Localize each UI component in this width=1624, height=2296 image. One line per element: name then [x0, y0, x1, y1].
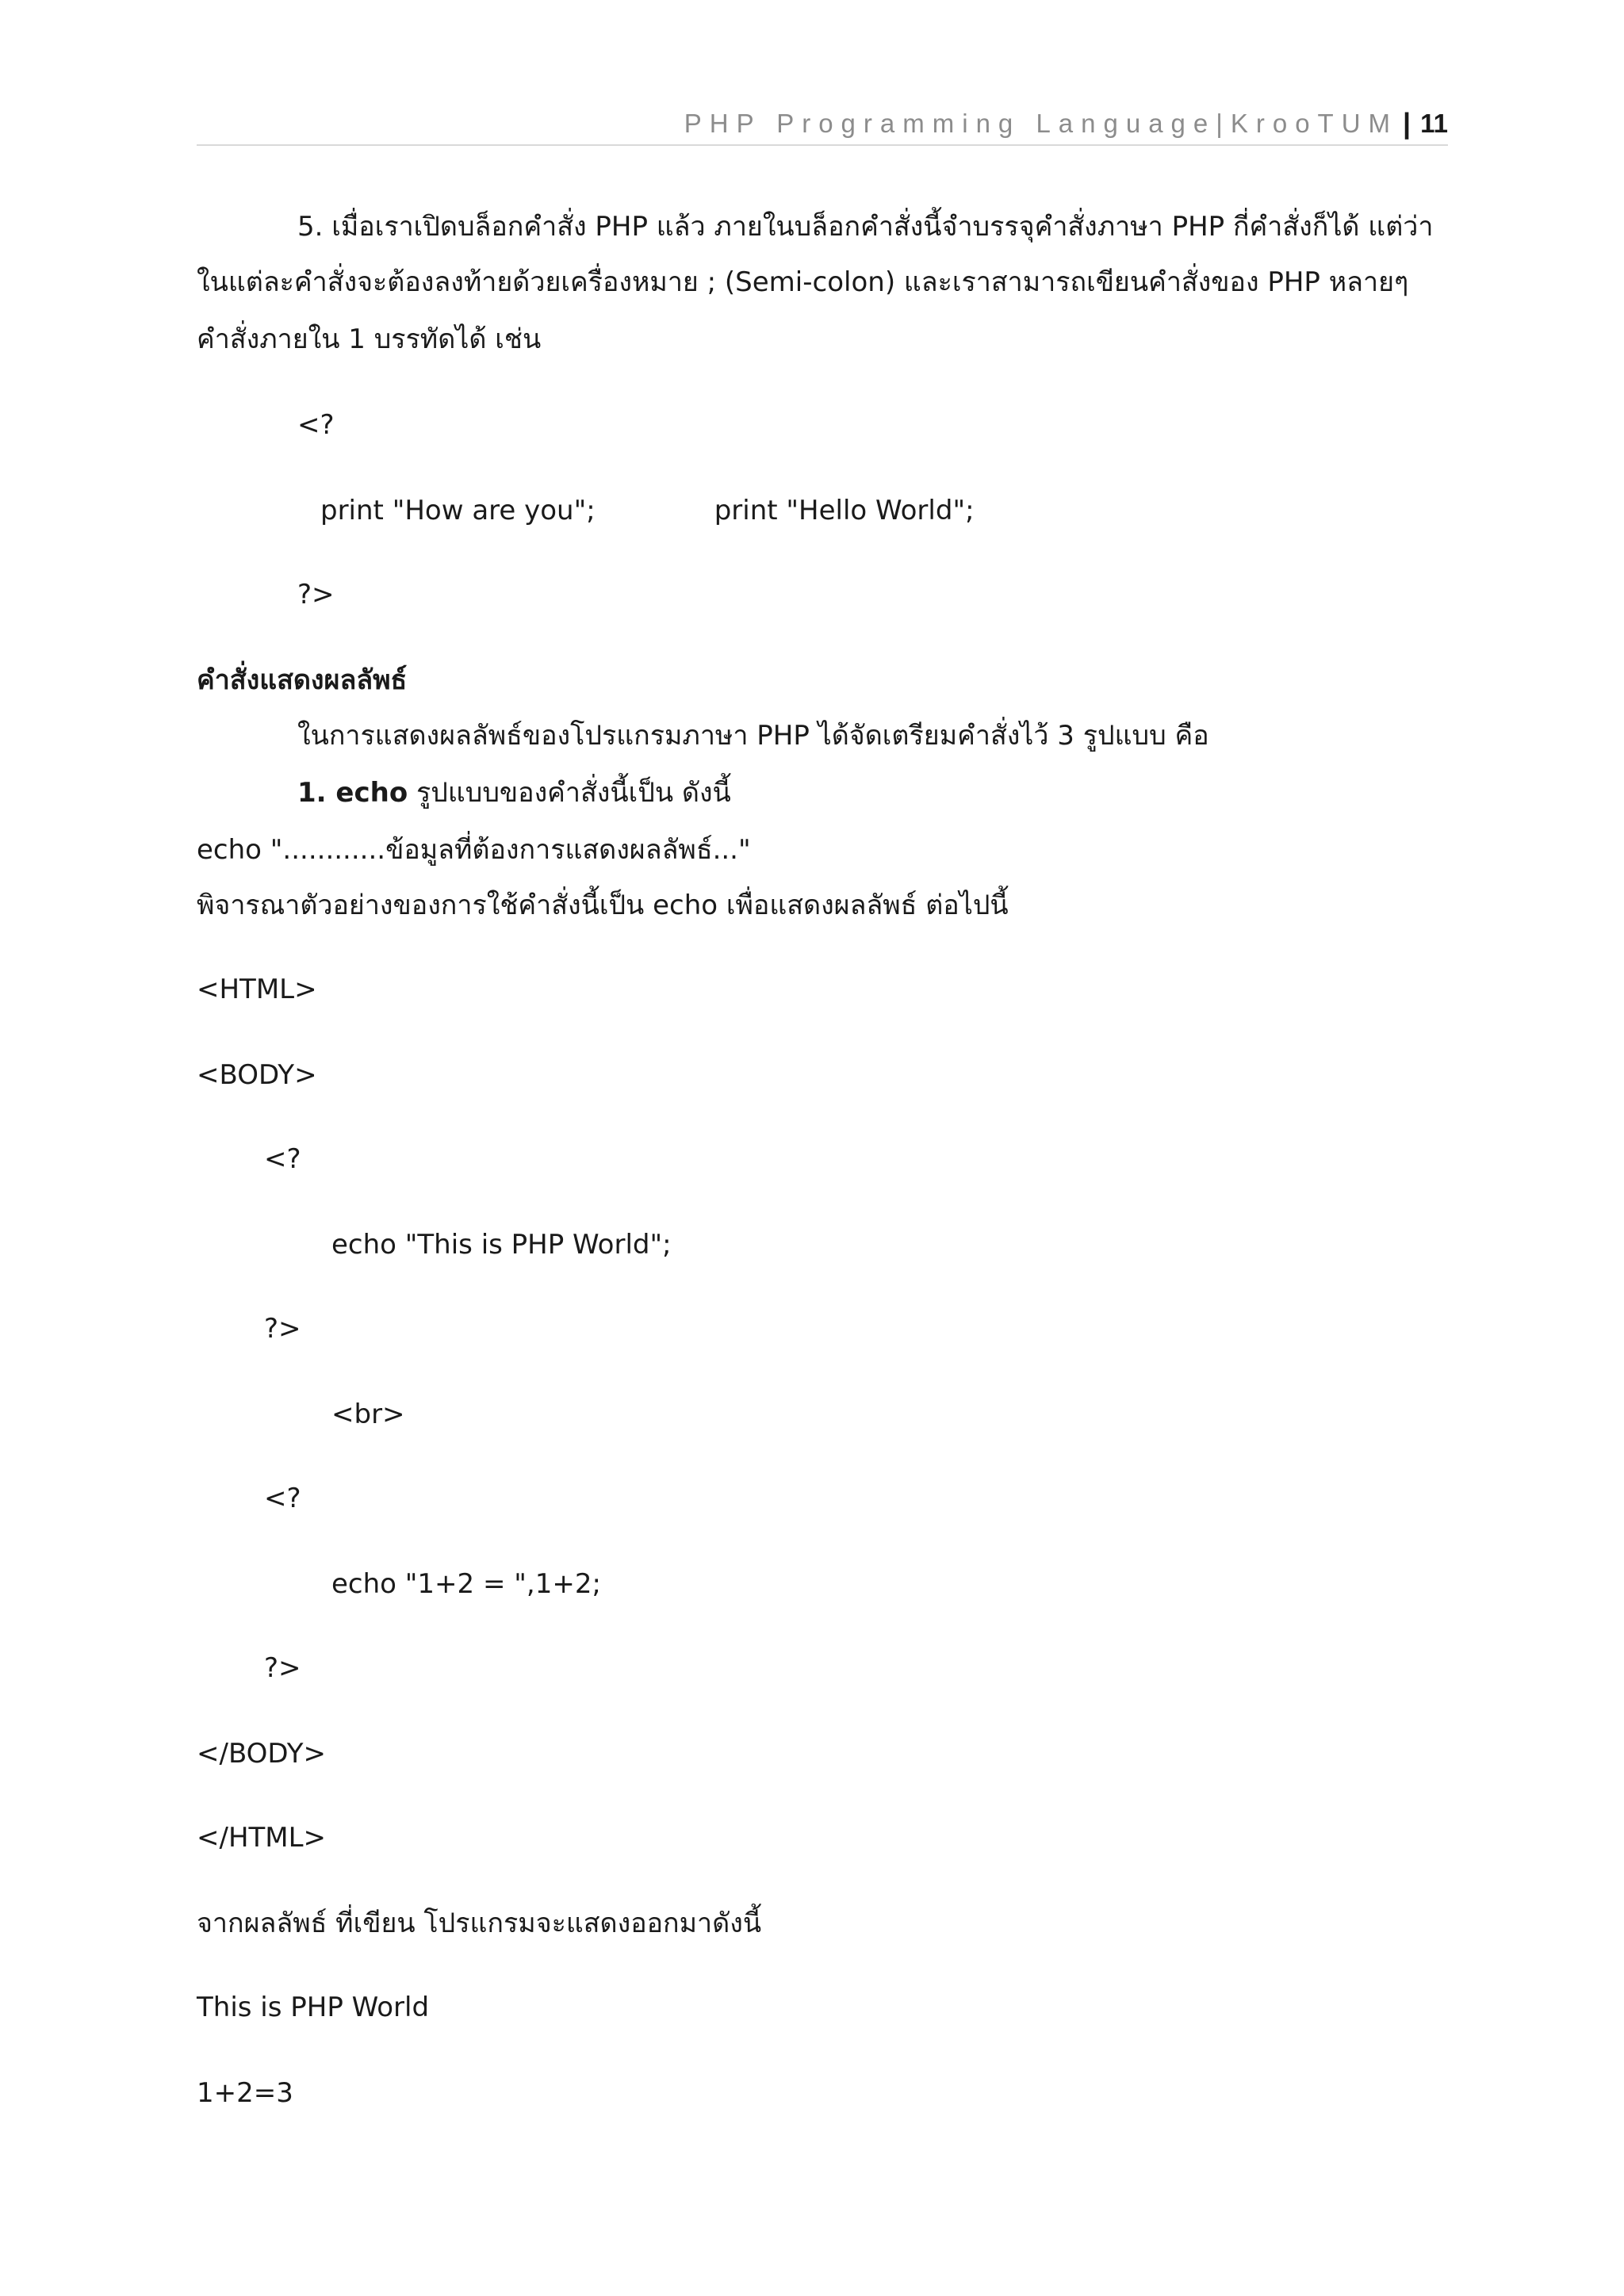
example1-php-close: ?>: [297, 579, 335, 610]
page-number: 11: [1420, 109, 1448, 138]
section-heading: คำสั่งแสดงผลลัพธ์: [197, 664, 408, 696]
header-separator: |: [1403, 107, 1411, 140]
item-1-echo: [297, 774, 1465, 812]
code-body-open: <BODY>: [197, 1059, 317, 1091]
code-php-open-1: <?: [264, 1143, 301, 1175]
code-echo-2: echo "1+2 = ",1+2;: [331, 1568, 601, 1600]
output-line-1: This is PHP World: [197, 1992, 430, 2023]
consider-text: พิจารณาตัวอย่างของการใช้คำสั่งนี้เป็น echo เพื่อแสดงผลลัพธ์ ต่อไปนี้: [197, 890, 1009, 921]
header-title-pipe: |: [1216, 109, 1231, 138]
example1-statements: [320, 492, 1465, 530]
code-php-close-1: ?>: [264, 1313, 301, 1345]
item-1-description: รูปแบบของคำสั่งนี้เป็น ดังนี้: [408, 777, 731, 809]
intro-text: ในการแสดงผลลัพธ์ของโปรแกรมภาษา PHP ได้จัดเตรียมคำสั่งไว้ 3 รูปแบบ คือ: [297, 720, 1209, 752]
code-php-open-2: <?: [264, 1483, 301, 1514]
header-author: KrooTUM: [1230, 109, 1399, 138]
code-html-close: </HTML>: [197, 1822, 327, 1854]
code-br: <br>: [331, 1399, 405, 1430]
item-1-label: 1. echo: [297, 777, 408, 809]
example1-php-open: <?: [297, 409, 335, 441]
header-title: PHP Programming Language: [684, 109, 1216, 138]
code-php-close-2: ?>: [264, 1652, 301, 1684]
paragraph-5-line-1: 5. เมื่อเราเปิดบล็อกคำสั่ง PHP แล้ว ภายในบล็อกคำสั่งนี้จำบรรจุคำสั่งภาษา PHP กี่คำสั่งก็ได้ แต่ว่า: [297, 211, 1434, 243]
page-header: [197, 103, 1448, 146]
paragraph-5-line-3: คำสั่งภายใน 1 บรรทัดได้ เช่น: [197, 323, 542, 355]
output-line-2: 1+2=3: [197, 2077, 293, 2109]
paragraph-5-line-2: ในแต่ละคำสั่งจะต้องลงท้ายด้วยเครื่องหมาย ; (Semi-colon) และเราสามารถเขียนคำสั่งของ PHP หลายๆ: [197, 266, 1409, 298]
example1-statement-2: print "Hello World";: [714, 495, 975, 526]
code-echo-1: echo "This is PHP World";: [331, 1229, 672, 1261]
code-html-open: <HTML>: [197, 974, 317, 1005]
echo-syntax: echo "............ข้อมูลที่ต้องการแสดงผลลัพธ์...": [197, 834, 751, 866]
example1-statement-1: print "How are you";: [320, 495, 596, 526]
result-intro: จากผลลัพธ์ ที่เขียน โปรแกรมจะแสดงออกมาดังนี้: [197, 1908, 762, 1939]
code-body-close: </BODY>: [197, 1738, 327, 1770]
